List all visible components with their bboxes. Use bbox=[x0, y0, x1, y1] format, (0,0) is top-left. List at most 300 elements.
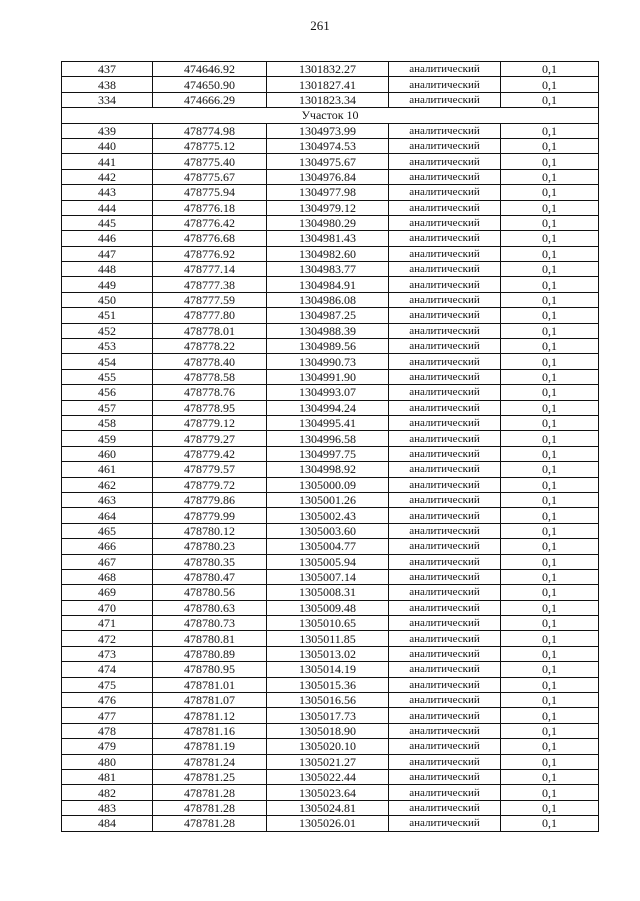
coord-x: 478781.16 bbox=[153, 723, 267, 738]
method-cell: аналитический bbox=[389, 138, 501, 153]
method-cell: аналитический bbox=[389, 369, 501, 384]
coord-x: 478781.07 bbox=[153, 693, 267, 708]
error-cell: 0,1 bbox=[501, 62, 599, 77]
error-cell: 0,1 bbox=[501, 523, 599, 538]
method-cell: аналитический bbox=[389, 816, 501, 831]
method-cell: аналитический bbox=[389, 92, 501, 107]
coord-y: 1305014.19 bbox=[267, 662, 389, 677]
table-row bbox=[62, 708, 599, 723]
method-cell: аналитический bbox=[389, 646, 501, 661]
coord-y: 1305016.56 bbox=[267, 693, 389, 708]
table-row bbox=[62, 415, 599, 430]
error-cell: 0,1 bbox=[501, 693, 599, 708]
error-cell: 0,1 bbox=[501, 585, 599, 600]
table-row bbox=[62, 769, 599, 784]
method-cell: аналитический bbox=[389, 677, 501, 692]
point-number: 437 bbox=[62, 62, 153, 77]
coord-x: 478781.01 bbox=[153, 677, 267, 692]
point-number: 474 bbox=[62, 662, 153, 677]
error-cell: 0,1 bbox=[501, 662, 599, 677]
point-number: 476 bbox=[62, 693, 153, 708]
table-row bbox=[62, 246, 599, 261]
method-cell: аналитический bbox=[389, 339, 501, 354]
coord-y: 1305026.01 bbox=[267, 816, 389, 831]
error-cell: 0,1 bbox=[501, 354, 599, 369]
point-number: 481 bbox=[62, 769, 153, 784]
point-number: 450 bbox=[62, 292, 153, 307]
point-number: 475 bbox=[62, 677, 153, 692]
coord-x: 478781.12 bbox=[153, 708, 267, 723]
point-number: 466 bbox=[62, 539, 153, 554]
method-cell: аналитический bbox=[389, 569, 501, 584]
coord-y: 1305007.14 bbox=[267, 569, 389, 584]
coord-x: 478779.57 bbox=[153, 462, 267, 477]
method-cell: аналитический bbox=[389, 400, 501, 415]
coord-x: 478775.12 bbox=[153, 138, 267, 153]
method-cell: аналитический bbox=[389, 462, 501, 477]
method-cell: аналитический bbox=[389, 185, 501, 200]
coord-y: 1304979.12 bbox=[267, 200, 389, 215]
coord-y: 1305004.77 bbox=[267, 539, 389, 554]
error-cell: 0,1 bbox=[501, 154, 599, 169]
method-cell: аналитический bbox=[389, 154, 501, 169]
coord-x: 478775.40 bbox=[153, 154, 267, 169]
coord-x: 478781.28 bbox=[153, 785, 267, 800]
coord-y: 1301832.27 bbox=[267, 62, 389, 77]
error-cell: 0,1 bbox=[501, 77, 599, 92]
error-cell: 0,1 bbox=[501, 769, 599, 784]
coord-x: 478780.89 bbox=[153, 646, 267, 661]
method-cell: аналитический bbox=[389, 539, 501, 554]
coord-x: 474646.92 bbox=[153, 62, 267, 77]
table-row bbox=[62, 154, 599, 169]
point-number: 456 bbox=[62, 385, 153, 400]
error-cell: 0,1 bbox=[501, 215, 599, 230]
coord-y: 1305021.27 bbox=[267, 754, 389, 769]
point-number: 460 bbox=[62, 446, 153, 461]
coord-x: 478780.23 bbox=[153, 539, 267, 554]
table-row bbox=[62, 477, 599, 492]
coord-y: 1304980.29 bbox=[267, 215, 389, 230]
error-cell: 0,1 bbox=[501, 292, 599, 307]
point-number: 479 bbox=[62, 739, 153, 754]
error-cell: 0,1 bbox=[501, 539, 599, 554]
method-cell: аналитический bbox=[389, 600, 501, 615]
method-cell: аналитический bbox=[389, 723, 501, 738]
coord-y: 1305017.73 bbox=[267, 708, 389, 723]
error-cell: 0,1 bbox=[501, 446, 599, 461]
point-number: 467 bbox=[62, 554, 153, 569]
error-cell: 0,1 bbox=[501, 492, 599, 507]
table-row bbox=[62, 785, 599, 800]
point-number: 458 bbox=[62, 415, 153, 430]
point-number: 455 bbox=[62, 369, 153, 384]
coord-x: 478776.92 bbox=[153, 246, 267, 261]
coord-y: 1304994.24 bbox=[267, 400, 389, 415]
error-cell: 0,1 bbox=[501, 369, 599, 384]
page-number: 261 bbox=[310, 18, 330, 33]
method-cell: аналитический bbox=[389, 693, 501, 708]
error-cell: 0,1 bbox=[501, 138, 599, 153]
coord-y: 1305010.65 bbox=[267, 616, 389, 631]
error-cell: 0,1 bbox=[501, 385, 599, 400]
point-number: 480 bbox=[62, 754, 153, 769]
coord-x: 478778.95 bbox=[153, 400, 267, 415]
method-cell: аналитический bbox=[389, 62, 501, 77]
point-number: 438 bbox=[62, 77, 153, 92]
table-row bbox=[62, 369, 599, 384]
error-cell: 0,1 bbox=[501, 231, 599, 246]
coord-y: 1305024.81 bbox=[267, 800, 389, 815]
point-number: 334 bbox=[62, 92, 153, 107]
table-row bbox=[62, 569, 599, 584]
method-cell: аналитический bbox=[389, 785, 501, 800]
coord-x: 478779.12 bbox=[153, 415, 267, 430]
coord-y: 1304984.91 bbox=[267, 277, 389, 292]
table-body-before bbox=[62, 62, 599, 108]
table-row bbox=[62, 169, 599, 184]
point-number: 440 bbox=[62, 138, 153, 153]
point-number: 446 bbox=[62, 231, 153, 246]
coord-x: 478774.98 bbox=[153, 123, 267, 138]
table-row bbox=[62, 508, 599, 523]
coord-x: 478781.28 bbox=[153, 816, 267, 831]
table-row bbox=[62, 231, 599, 246]
method-cell: аналитический bbox=[389, 231, 501, 246]
table-row bbox=[62, 662, 599, 677]
point-number: 453 bbox=[62, 339, 153, 354]
coord-y: 1305000.09 bbox=[267, 477, 389, 492]
coordinates-table bbox=[61, 61, 599, 832]
coord-x: 478780.35 bbox=[153, 554, 267, 569]
coord-y: 1305009.48 bbox=[267, 600, 389, 615]
coord-x: 478779.86 bbox=[153, 492, 267, 507]
error-cell: 0,1 bbox=[501, 785, 599, 800]
error-cell: 0,1 bbox=[501, 169, 599, 184]
coord-x: 478778.76 bbox=[153, 385, 267, 400]
coord-x: 474666.29 bbox=[153, 92, 267, 107]
coord-x: 478779.72 bbox=[153, 477, 267, 492]
table-row bbox=[62, 554, 599, 569]
coord-y: 1304991.90 bbox=[267, 369, 389, 384]
table-row bbox=[62, 262, 599, 277]
method-cell: аналитический bbox=[389, 323, 501, 338]
coord-y: 1305005.94 bbox=[267, 554, 389, 569]
error-cell: 0,1 bbox=[501, 92, 599, 107]
coord-x: 478780.63 bbox=[153, 600, 267, 615]
section-title: Участок 10 bbox=[62, 108, 599, 123]
error-cell: 0,1 bbox=[501, 554, 599, 569]
table-row bbox=[62, 631, 599, 646]
method-cell: аналитический bbox=[389, 739, 501, 754]
method-cell: аналитический bbox=[389, 431, 501, 446]
coord-x: 478778.22 bbox=[153, 339, 267, 354]
method-cell: аналитический bbox=[389, 662, 501, 677]
table-row bbox=[62, 215, 599, 230]
point-number: 469 bbox=[62, 585, 153, 600]
coord-y: 1305011.85 bbox=[267, 631, 389, 646]
point-number: 461 bbox=[62, 462, 153, 477]
point-number: 477 bbox=[62, 708, 153, 723]
coord-y: 1305015.36 bbox=[267, 677, 389, 692]
coord-y: 1305013.02 bbox=[267, 646, 389, 661]
method-cell: аналитический bbox=[389, 800, 501, 815]
method-cell: аналитический bbox=[389, 200, 501, 215]
coord-x: 478781.24 bbox=[153, 754, 267, 769]
table-row bbox=[62, 277, 599, 292]
table-row bbox=[62, 600, 599, 615]
coord-x: 478780.73 bbox=[153, 616, 267, 631]
coord-y: 1304974.53 bbox=[267, 138, 389, 153]
table-row bbox=[62, 200, 599, 215]
coord-x: 478778.58 bbox=[153, 369, 267, 384]
coord-x: 478775.67 bbox=[153, 169, 267, 184]
error-cell: 0,1 bbox=[501, 246, 599, 261]
coord-x: 478777.14 bbox=[153, 262, 267, 277]
coord-x: 478779.42 bbox=[153, 446, 267, 461]
point-number: 473 bbox=[62, 646, 153, 661]
coord-x: 478781.25 bbox=[153, 769, 267, 784]
point-number: 454 bbox=[62, 354, 153, 369]
coord-y: 1304990.73 bbox=[267, 354, 389, 369]
method-cell: аналитический bbox=[389, 523, 501, 538]
coord-y: 1304988.39 bbox=[267, 323, 389, 338]
coord-y: 1304987.25 bbox=[267, 308, 389, 323]
method-cell: аналитический bbox=[389, 308, 501, 323]
point-number: 468 bbox=[62, 569, 153, 584]
coord-y: 1304996.58 bbox=[267, 431, 389, 446]
method-cell: аналитический bbox=[389, 446, 501, 461]
point-number: 465 bbox=[62, 523, 153, 538]
error-cell: 0,1 bbox=[501, 200, 599, 215]
error-cell: 0,1 bbox=[501, 739, 599, 754]
method-cell: аналитический bbox=[389, 385, 501, 400]
coord-y: 1305022.44 bbox=[267, 769, 389, 784]
coord-y: 1304977.98 bbox=[267, 185, 389, 200]
method-cell: аналитический bbox=[389, 415, 501, 430]
table-row bbox=[62, 585, 599, 600]
point-number: 442 bbox=[62, 169, 153, 184]
point-number: 483 bbox=[62, 800, 153, 815]
point-number: 470 bbox=[62, 600, 153, 615]
point-number: 459 bbox=[62, 431, 153, 446]
table-row bbox=[62, 292, 599, 307]
point-number: 441 bbox=[62, 154, 153, 169]
point-number: 457 bbox=[62, 400, 153, 415]
error-cell: 0,1 bbox=[501, 800, 599, 815]
point-number: 462 bbox=[62, 477, 153, 492]
table-row bbox=[62, 339, 599, 354]
table-row bbox=[62, 800, 599, 815]
coord-x: 478775.94 bbox=[153, 185, 267, 200]
error-cell: 0,1 bbox=[501, 339, 599, 354]
coord-y: 1305001.26 bbox=[267, 492, 389, 507]
coord-x: 478778.01 bbox=[153, 323, 267, 338]
coord-x: 478777.38 bbox=[153, 277, 267, 292]
method-cell: аналитический bbox=[389, 769, 501, 784]
method-cell: аналитический bbox=[389, 754, 501, 769]
error-cell: 0,1 bbox=[501, 277, 599, 292]
point-number: 463 bbox=[62, 492, 153, 507]
method-cell: аналитический bbox=[389, 354, 501, 369]
coord-y: 1304981.43 bbox=[267, 231, 389, 246]
error-cell: 0,1 bbox=[501, 308, 599, 323]
error-cell: 0,1 bbox=[501, 677, 599, 692]
table-body-after bbox=[62, 123, 599, 831]
coord-x: 478780.47 bbox=[153, 569, 267, 584]
error-cell: 0,1 bbox=[501, 600, 599, 615]
coord-y: 1304986.08 bbox=[267, 292, 389, 307]
table-row bbox=[62, 462, 599, 477]
table-row bbox=[62, 354, 599, 369]
point-number: 444 bbox=[62, 200, 153, 215]
coord-x: 478777.80 bbox=[153, 308, 267, 323]
point-number: 482 bbox=[62, 785, 153, 800]
table-row bbox=[62, 77, 599, 92]
coord-x: 478777.59 bbox=[153, 292, 267, 307]
error-cell: 0,1 bbox=[501, 123, 599, 138]
method-cell: аналитический bbox=[389, 277, 501, 292]
point-number: 439 bbox=[62, 123, 153, 138]
coord-x: 478780.95 bbox=[153, 662, 267, 677]
table-row bbox=[62, 92, 599, 107]
method-cell: аналитический bbox=[389, 246, 501, 261]
table-row bbox=[62, 185, 599, 200]
method-cell: аналитический bbox=[389, 262, 501, 277]
error-cell: 0,1 bbox=[501, 708, 599, 723]
coord-y: 1301823.34 bbox=[267, 92, 389, 107]
table-row bbox=[62, 138, 599, 153]
coord-y: 1305003.60 bbox=[267, 523, 389, 538]
method-cell: аналитический bbox=[389, 169, 501, 184]
error-cell: 0,1 bbox=[501, 816, 599, 831]
point-number: 447 bbox=[62, 246, 153, 261]
point-number: 484 bbox=[62, 816, 153, 831]
coord-y: 1304973.99 bbox=[267, 123, 389, 138]
table-row bbox=[62, 123, 599, 138]
point-number: 472 bbox=[62, 631, 153, 646]
table-row bbox=[62, 431, 599, 446]
coord-x: 478780.56 bbox=[153, 585, 267, 600]
table-row bbox=[62, 723, 599, 738]
table-row bbox=[62, 62, 599, 77]
coord-x: 478780.81 bbox=[153, 631, 267, 646]
coord-y: 1304976.84 bbox=[267, 169, 389, 184]
error-cell: 0,1 bbox=[501, 477, 599, 492]
error-cell: 0,1 bbox=[501, 631, 599, 646]
error-cell: 0,1 bbox=[501, 185, 599, 200]
point-number: 443 bbox=[62, 185, 153, 200]
table-row bbox=[62, 400, 599, 415]
table-row bbox=[62, 446, 599, 461]
method-cell: аналитический bbox=[389, 477, 501, 492]
point-number: 451 bbox=[62, 308, 153, 323]
coord-y: 1305002.43 bbox=[267, 508, 389, 523]
point-number: 445 bbox=[62, 215, 153, 230]
method-cell: аналитический bbox=[389, 631, 501, 646]
point-number: 449 bbox=[62, 277, 153, 292]
method-cell: аналитический bbox=[389, 585, 501, 600]
method-cell: аналитический bbox=[389, 708, 501, 723]
table-row bbox=[62, 693, 599, 708]
coord-y: 1304983.77 bbox=[267, 262, 389, 277]
error-cell: 0,1 bbox=[501, 415, 599, 430]
error-cell: 0,1 bbox=[501, 323, 599, 338]
error-cell: 0,1 bbox=[501, 723, 599, 738]
method-cell: аналитический bbox=[389, 77, 501, 92]
error-cell: 0,1 bbox=[501, 262, 599, 277]
point-number: 452 bbox=[62, 323, 153, 338]
coord-x: 478776.68 bbox=[153, 231, 267, 246]
coord-y: 1305008.31 bbox=[267, 585, 389, 600]
coord-y: 1305023.64 bbox=[267, 785, 389, 800]
coord-y: 1304997.75 bbox=[267, 446, 389, 461]
point-number: 448 bbox=[62, 262, 153, 277]
coord-x: 478780.12 bbox=[153, 523, 267, 538]
coord-y: 1304995.41 bbox=[267, 415, 389, 430]
error-cell: 0,1 bbox=[501, 431, 599, 446]
coord-x: 478776.18 bbox=[153, 200, 267, 215]
method-cell: аналитический bbox=[389, 292, 501, 307]
error-cell: 0,1 bbox=[501, 462, 599, 477]
coord-y: 1304993.07 bbox=[267, 385, 389, 400]
table-row bbox=[62, 385, 599, 400]
method-cell: аналитический bbox=[389, 616, 501, 631]
table-row bbox=[62, 492, 599, 507]
coord-x: 478781.28 bbox=[153, 800, 267, 815]
table-row bbox=[62, 323, 599, 338]
table-row bbox=[62, 308, 599, 323]
coord-y: 1304998.92 bbox=[267, 462, 389, 477]
error-cell: 0,1 bbox=[501, 754, 599, 769]
coord-y: 1305018.90 bbox=[267, 723, 389, 738]
error-cell: 0,1 bbox=[501, 646, 599, 661]
point-number: 464 bbox=[62, 508, 153, 523]
table-row bbox=[62, 677, 599, 692]
coord-y: 1304975.67 bbox=[267, 154, 389, 169]
coord-x: 478779.99 bbox=[153, 508, 267, 523]
coord-y: 1301827.41 bbox=[267, 77, 389, 92]
table-row bbox=[62, 739, 599, 754]
table-row bbox=[62, 616, 599, 631]
error-cell: 0,1 bbox=[501, 569, 599, 584]
table-row bbox=[62, 754, 599, 769]
table-row bbox=[62, 816, 599, 831]
table-row bbox=[62, 523, 599, 538]
table-row bbox=[62, 646, 599, 661]
coord-y: 1305020.10 bbox=[267, 739, 389, 754]
coord-x: 478779.27 bbox=[153, 431, 267, 446]
method-cell: аналитический bbox=[389, 554, 501, 569]
point-number: 478 bbox=[62, 723, 153, 738]
error-cell: 0,1 bbox=[501, 616, 599, 631]
section-row bbox=[62, 108, 599, 123]
coord-x: 478781.19 bbox=[153, 739, 267, 754]
table-row bbox=[62, 539, 599, 554]
error-cell: 0,1 bbox=[501, 400, 599, 415]
coord-x: 478776.42 bbox=[153, 215, 267, 230]
error-cell: 0,1 bbox=[501, 508, 599, 523]
coord-x: 478778.40 bbox=[153, 354, 267, 369]
method-cell: аналитический bbox=[389, 492, 501, 507]
coord-y: 1304989.56 bbox=[267, 339, 389, 354]
section-header bbox=[62, 108, 599, 123]
coord-x: 474650.90 bbox=[153, 77, 267, 92]
point-number: 471 bbox=[62, 616, 153, 631]
method-cell: аналитический bbox=[389, 508, 501, 523]
coord-y: 1304982.60 bbox=[267, 246, 389, 261]
method-cell: аналитический bbox=[389, 123, 501, 138]
